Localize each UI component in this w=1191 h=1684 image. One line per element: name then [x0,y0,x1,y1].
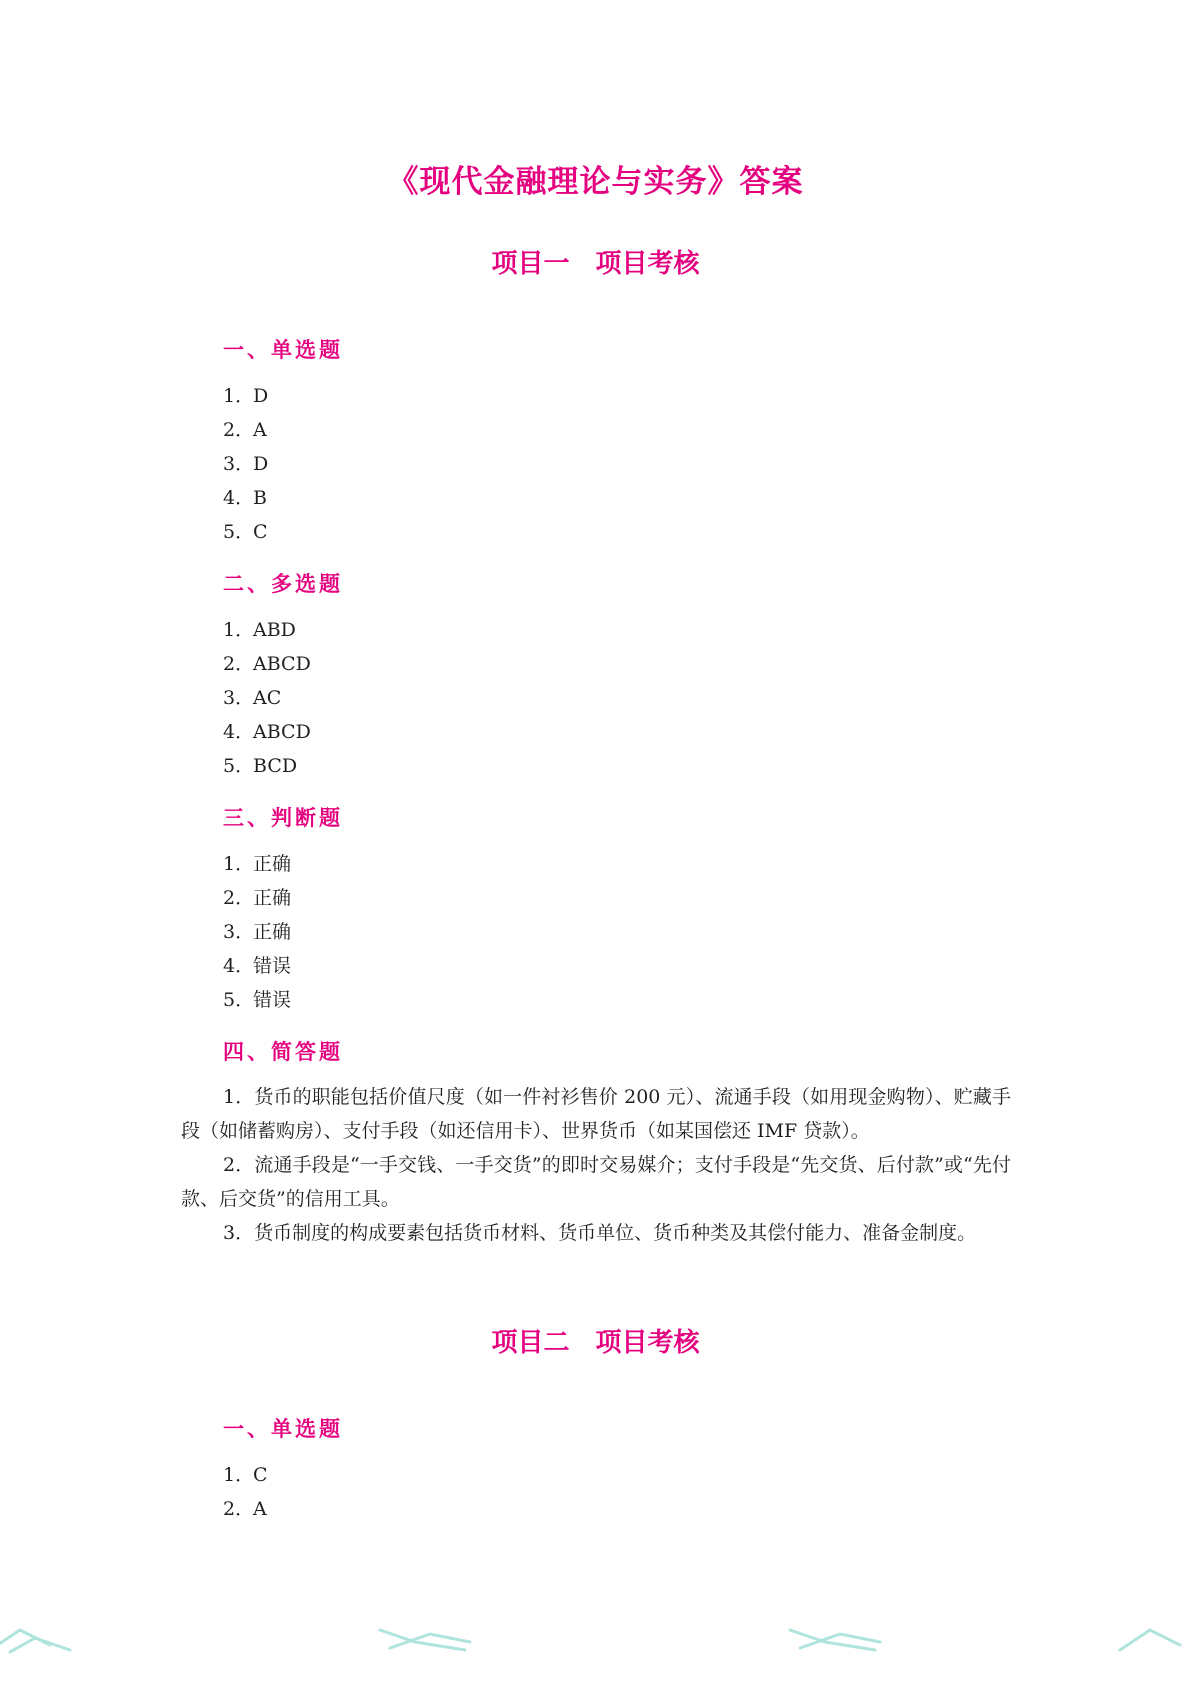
answer-item: 2．A [223,1498,267,1520]
section-title: 二、多选题 [223,571,343,596]
short-answer-paragraph: 3．货币制度的构成要素包括货币材料、货币单位、货币种类及其偿付能力、准备金制度。 [223,1222,977,1244]
project-title: 项目二 项目考核 [491,1328,700,1358]
document-title: 《现代金融理论与实务》答案 [387,164,804,200]
section-title: 一、单选题 [223,1416,343,1441]
answer-item: 2．ABCD [223,653,311,675]
answer-item: 1．正确 [223,853,292,875]
short-answer-paragraph: 1．货币的职能包括价值尺度（如一件衬衫售价 200 元）、流通手段（如用现金购物）、贮藏手段（如储蓄购房）、支付手段（如还信用卡）、世界货币（如某国偿还 IMF 贷款）。 [181,1086,1011,1142]
answer-item: 5．BCD [223,755,298,777]
section-title: 四、简答题 [223,1039,343,1064]
answer-item: 1．D [223,385,269,407]
watermark-logo-icon [1110,1620,1191,1660]
answer-item: 2．正确 [223,887,292,909]
watermark-logo-icon [0,1620,90,1660]
answer-item: 3．AC [223,687,282,709]
answer-item: 4．ABCD [223,721,311,743]
watermark-logo-icon [780,1620,890,1660]
watermark-logo-icon [370,1620,480,1660]
answer-item: 1．ABD [223,619,296,641]
answer-item: 4．错误 [223,955,292,977]
project-title: 项目一 项目考核 [491,249,700,279]
answer-item: 1．C [223,1464,268,1486]
answer-item: 3．D [223,453,269,475]
answer-item: 5．错误 [223,989,292,1011]
section-title: 三、判断题 [223,805,343,830]
answer-item: 2．A [223,419,267,441]
short-answer-paragraph: 2．流通手段是“一手交钱、一手交货”的即时交易媒介；支付手段是“先交货、后付款”或“先付款、后交货”的信用工具。 [181,1154,1011,1210]
answer-item: 4．B [223,487,267,509]
section-title: 一、单选题 [223,337,343,362]
answer-item: 3．正确 [223,921,292,943]
answer-item: 5．C [223,521,268,543]
